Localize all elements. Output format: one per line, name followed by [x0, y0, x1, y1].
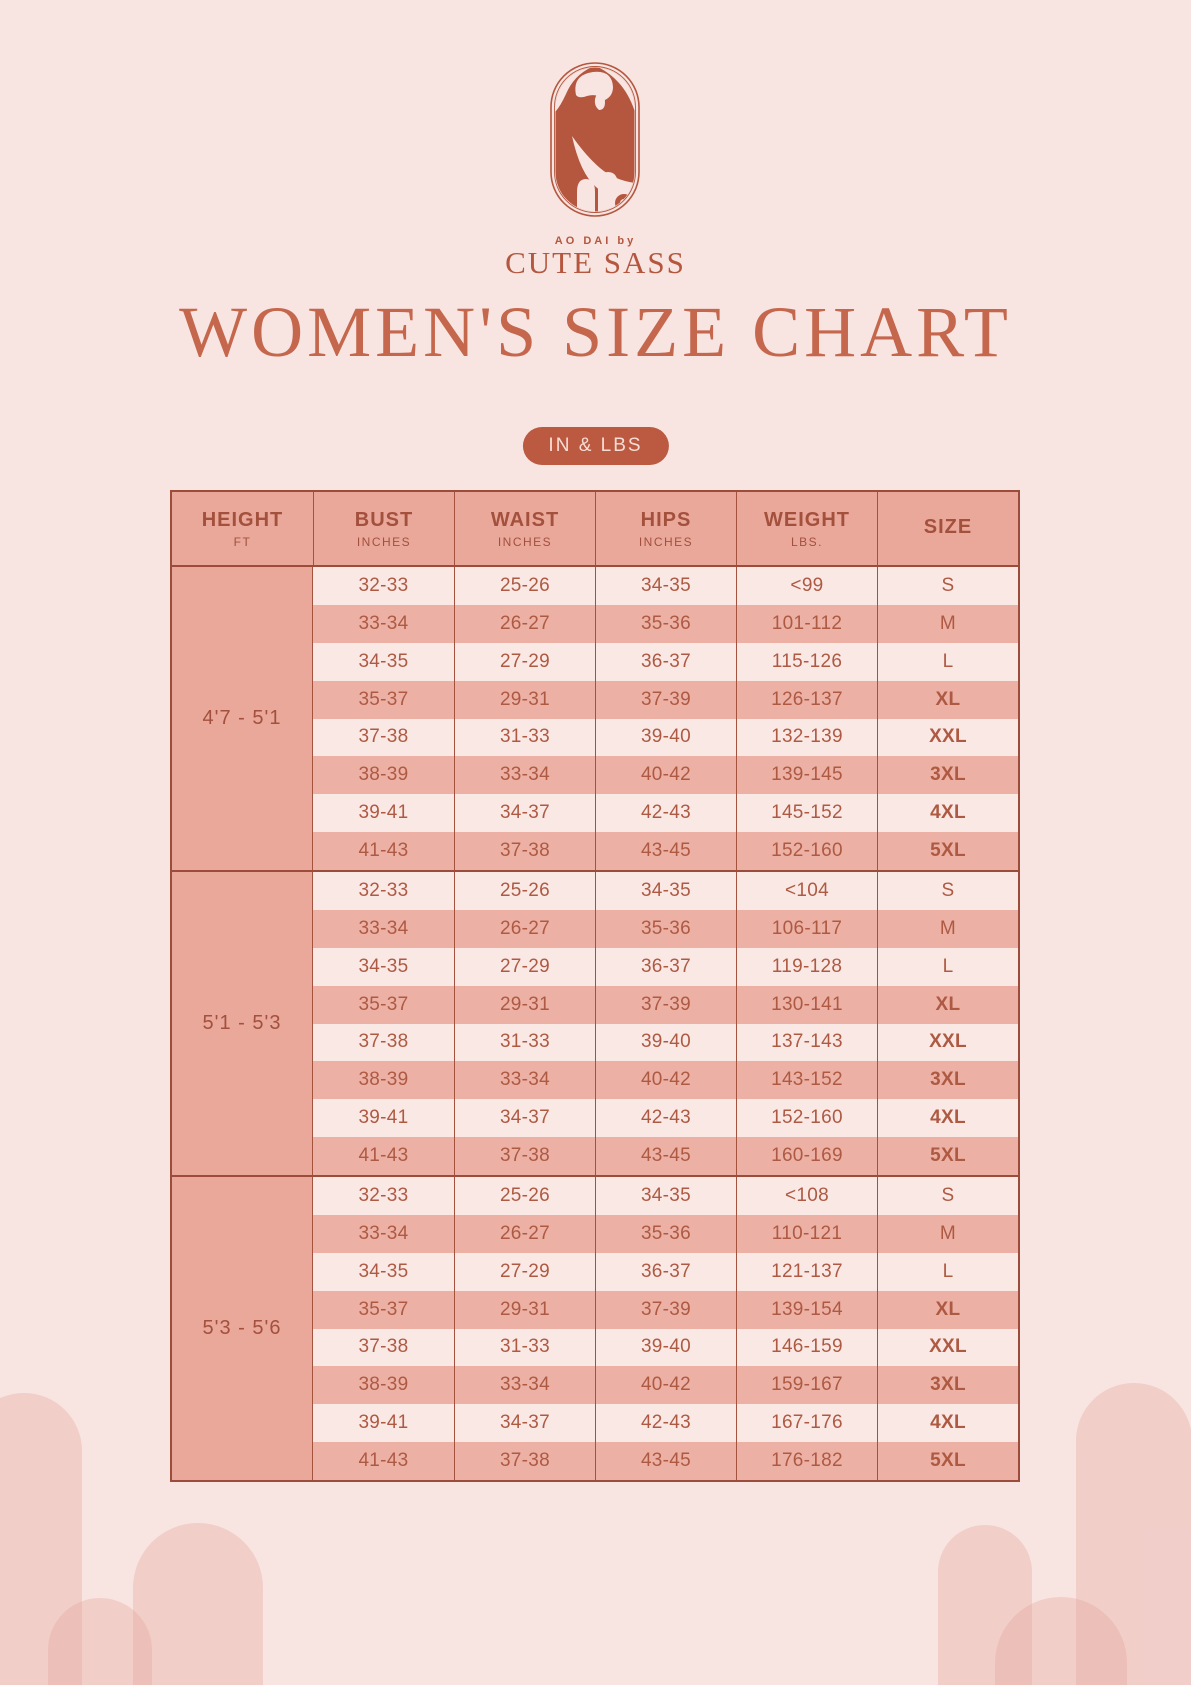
waist-cell: 34-37 [454, 1404, 595, 1442]
table-row [313, 832, 1018, 870]
weight-cell: <104 [736, 872, 877, 910]
table-row [313, 1137, 1018, 1175]
hips-cell: 42-43 [595, 1099, 736, 1137]
units-badge: IN & LBS [522, 427, 668, 465]
size-cell: XXL [877, 1024, 1018, 1062]
table-row [313, 1177, 1018, 1215]
hips-cell: 34-35 [595, 872, 736, 910]
column-label: HIPS [640, 508, 692, 531]
column-sublabel: INCHES [356, 534, 412, 549]
weight-cell: 152-160 [736, 1099, 877, 1137]
waist-cell: 37-38 [454, 1442, 595, 1480]
waist-cell: 29-31 [454, 986, 595, 1024]
bust-cell: 37-38 [358, 1336, 409, 1358]
bust-cell: 41-43 [358, 840, 409, 862]
size-cell: 5XL [877, 1137, 1018, 1175]
weight-cell: 139-145 [736, 756, 877, 794]
waist-cell: 31-33 [454, 1329, 595, 1367]
waist-cell: 34-37 [454, 794, 595, 832]
table-body [172, 567, 1018, 1480]
size-cell: XXL [877, 719, 1018, 757]
table-header-row [172, 492, 1018, 567]
height-group [172, 1177, 1018, 1480]
table-row [313, 1442, 1018, 1480]
bust-cell: 37-38 [358, 1031, 409, 1053]
column-sublabel: INCHES [497, 534, 553, 549]
waist-cell: 29-31 [454, 1291, 595, 1329]
weight-cell: 106-117 [736, 910, 877, 948]
column-label: WEIGHT [764, 508, 850, 531]
hips-cell: 36-37 [595, 643, 736, 681]
bust-cell: 34-35 [358, 1260, 409, 1282]
hips-cell: 42-43 [595, 794, 736, 832]
size-cell: S [877, 872, 1018, 910]
height-group [172, 872, 1018, 1177]
size-cell: XL [877, 1291, 1018, 1329]
weight-cell: 121-137 [736, 1253, 877, 1291]
hips-cell: 43-45 [595, 1137, 736, 1175]
table-row [313, 948, 1018, 986]
weight-cell: 101-112 [736, 605, 877, 643]
size-cell: XXL [877, 1329, 1018, 1367]
table-row [313, 986, 1018, 1024]
bust-cell: 35-37 [358, 688, 409, 710]
column-label: SIZE [923, 515, 973, 538]
weight-cell: 176-182 [736, 1442, 877, 1480]
group-rows [313, 567, 1018, 870]
weight-cell: 160-169 [736, 1137, 877, 1175]
hips-cell: 36-37 [595, 948, 736, 986]
hips-cell: 43-45 [595, 1442, 736, 1480]
size-cell: L [877, 643, 1018, 681]
hips-cell: 37-39 [595, 1291, 736, 1329]
bust-cell: 32-33 [358, 574, 409, 596]
column-header-height [172, 492, 313, 565]
column-label: WAIST [490, 508, 560, 531]
weight-cell: 139-154 [736, 1291, 877, 1329]
size-cell: S [877, 567, 1018, 605]
waist-cell: 31-33 [454, 719, 595, 757]
weight-cell: 145-152 [736, 794, 877, 832]
hips-cell: 40-42 [595, 1061, 736, 1099]
bust-cell: 39-41 [358, 802, 409, 824]
table-row [313, 1215, 1018, 1253]
waist-cell: 25-26 [454, 567, 595, 605]
table-row [313, 1366, 1018, 1404]
bust-cell: 34-35 [358, 650, 409, 672]
size-cell: M [877, 910, 1018, 948]
hips-cell: 43-45 [595, 832, 736, 870]
height-range-cell: 5'1 - 5'3 [172, 872, 313, 1175]
page-title: WOMEN'S SIZE CHART [179, 292, 1012, 372]
hips-cell: 40-42 [595, 756, 736, 794]
hips-cell: 37-39 [595, 681, 736, 719]
table-row [313, 1061, 1018, 1099]
table-row [313, 1253, 1018, 1291]
waist-cell: 34-37 [454, 1099, 595, 1137]
hips-cell: 35-36 [595, 1215, 736, 1253]
size-cell: 4XL [877, 1099, 1018, 1137]
waist-cell: 33-34 [454, 756, 595, 794]
size-cell: L [877, 1253, 1018, 1291]
table-row [313, 643, 1018, 681]
brand-tagline: AO DAI by [554, 235, 637, 247]
size-cell: M [877, 1215, 1018, 1253]
table-row [313, 1404, 1018, 1442]
column-header-hips [595, 492, 736, 565]
bust-cell: 32-33 [358, 879, 409, 901]
waist-cell: 29-31 [454, 681, 595, 719]
hips-cell: 36-37 [595, 1253, 736, 1291]
decor-arch [133, 1523, 263, 1685]
waist-cell: 26-27 [454, 1215, 595, 1253]
hips-cell: 40-42 [595, 1366, 736, 1404]
table-row [313, 681, 1018, 719]
size-cell: 5XL [877, 1442, 1018, 1480]
size-cell: 4XL [877, 1404, 1018, 1442]
waist-cell: 27-29 [454, 643, 595, 681]
weight-cell: 126-137 [736, 681, 877, 719]
weight-cell: <108 [736, 1177, 877, 1215]
bust-cell: 41-43 [358, 1450, 409, 1472]
table-row [313, 1329, 1018, 1367]
column-label: HEIGHT [201, 508, 284, 531]
bust-cell: 34-35 [358, 955, 409, 977]
weight-cell: <99 [736, 567, 877, 605]
size-cell: XL [877, 986, 1018, 1024]
column-sublabel: FT [233, 534, 252, 549]
column-label: BUST [354, 508, 414, 531]
waist-cell: 26-27 [454, 910, 595, 948]
bust-cell: 38-39 [358, 1374, 409, 1396]
weight-cell: 115-126 [736, 643, 877, 681]
height-group [172, 567, 1018, 872]
brand-name: CUTE SASS [505, 245, 686, 280]
group-rows [313, 1177, 1018, 1480]
size-cell: 3XL [877, 1061, 1018, 1099]
hips-cell: 39-40 [595, 1024, 736, 1062]
bust-cell: 38-39 [358, 1069, 409, 1091]
hips-cell: 34-35 [595, 567, 736, 605]
column-sublabel: LBS. [790, 534, 823, 549]
bust-cell: 39-41 [358, 1412, 409, 1434]
bust-cell: 38-39 [358, 764, 409, 786]
column-header-waist [454, 492, 595, 565]
waist-cell: 37-38 [454, 832, 595, 870]
table-row [313, 1099, 1018, 1137]
group-rows [313, 872, 1018, 1175]
table-row [313, 794, 1018, 832]
weight-cell: 159-167 [736, 1366, 877, 1404]
size-cell: 5XL [877, 832, 1018, 870]
table-row [313, 872, 1018, 910]
weight-cell: 167-176 [736, 1404, 877, 1442]
size-cell: XL [877, 681, 1018, 719]
size-table [170, 490, 1020, 1482]
brand-logo-icon [550, 62, 640, 217]
column-sublabel: INCHES [638, 534, 694, 549]
bust-cell: 33-34 [358, 917, 409, 939]
waist-cell: 27-29 [454, 1253, 595, 1291]
weight-cell: 152-160 [736, 832, 877, 870]
bust-cell: 32-33 [358, 1184, 409, 1206]
hips-cell: 35-36 [595, 910, 736, 948]
hips-cell: 42-43 [595, 1404, 736, 1442]
size-cell: 4XL [877, 794, 1018, 832]
weight-cell: 132-139 [736, 719, 877, 757]
table-row [313, 1024, 1018, 1062]
waist-cell: 37-38 [454, 1137, 595, 1175]
table-row [313, 719, 1018, 757]
bust-cell: 35-37 [358, 1298, 409, 1320]
hips-cell: 37-39 [595, 986, 736, 1024]
table-row [313, 910, 1018, 948]
size-cell: L [877, 948, 1018, 986]
column-header-weight [736, 492, 877, 565]
bust-cell: 35-37 [358, 993, 409, 1015]
hips-cell: 39-40 [595, 1329, 736, 1367]
waist-cell: 26-27 [454, 605, 595, 643]
weight-cell: 143-152 [736, 1061, 877, 1099]
column-header-size [877, 492, 1018, 565]
bust-cell: 37-38 [358, 726, 409, 748]
column-header-bust [313, 492, 454, 565]
weight-cell: 110-121 [736, 1215, 877, 1253]
bust-cell: 39-41 [358, 1107, 409, 1129]
waist-cell: 31-33 [454, 1024, 595, 1062]
weight-cell: 146-159 [736, 1329, 877, 1367]
table-row [313, 567, 1018, 605]
waist-cell: 33-34 [454, 1061, 595, 1099]
hips-cell: 39-40 [595, 719, 736, 757]
bust-cell: 33-34 [358, 1222, 409, 1244]
hips-cell: 35-36 [595, 605, 736, 643]
waist-cell: 27-29 [454, 948, 595, 986]
table-row [313, 1291, 1018, 1329]
table-row [313, 605, 1018, 643]
size-cell: 3XL [877, 756, 1018, 794]
bust-cell: 33-34 [358, 612, 409, 634]
size-cell: S [877, 1177, 1018, 1215]
size-cell: 3XL [877, 1366, 1018, 1404]
waist-cell: 25-26 [454, 872, 595, 910]
weight-cell: 137-143 [736, 1024, 877, 1062]
height-range-cell: 5'3 - 5'6 [172, 1177, 313, 1480]
size-cell: M [877, 605, 1018, 643]
waist-cell: 33-34 [454, 1366, 595, 1404]
waist-cell: 25-26 [454, 1177, 595, 1215]
table-row [313, 756, 1018, 794]
bust-cell: 41-43 [358, 1145, 409, 1167]
height-range-cell: 4'7 - 5'1 [172, 567, 313, 870]
weight-cell: 119-128 [736, 948, 877, 986]
hips-cell: 34-35 [595, 1177, 736, 1215]
weight-cell: 130-141 [736, 986, 877, 1024]
